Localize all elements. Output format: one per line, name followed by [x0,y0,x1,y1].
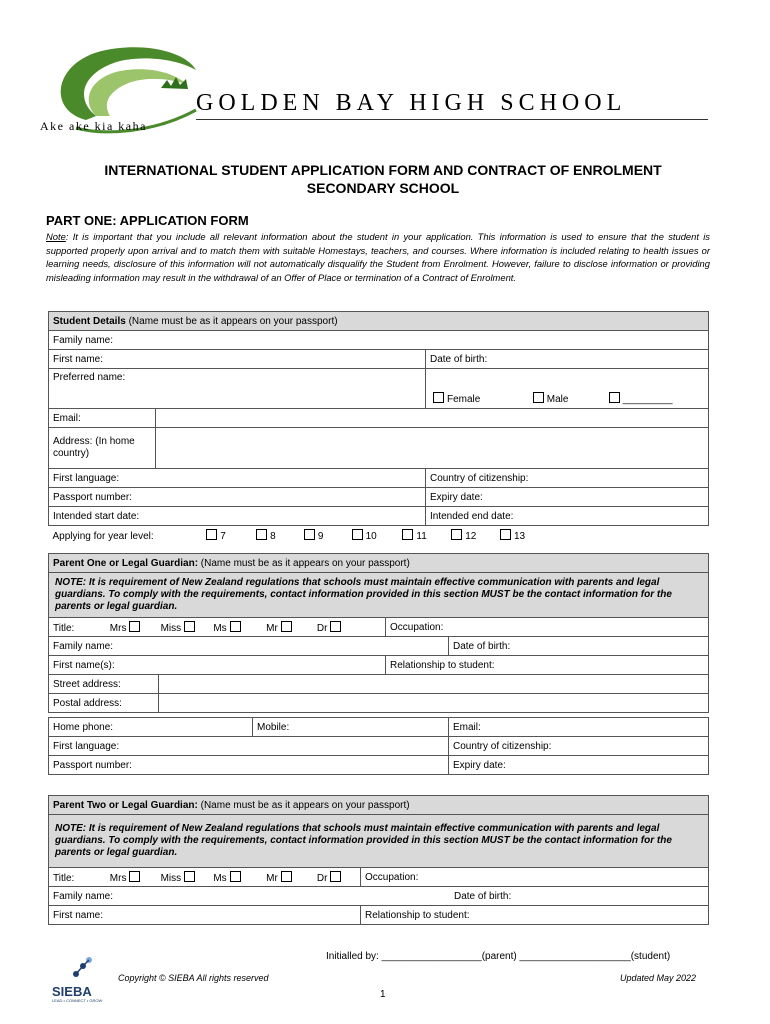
parent-two-mrs-checkbox[interactable] [129,871,140,882]
year-12-checkbox[interactable] [451,529,462,540]
parent-one-mr-checkbox[interactable] [281,621,292,632]
parent-one-title-row: Title: Mrs Miss Ms Mr Dr [49,618,386,637]
male-checkbox[interactable] [533,392,544,403]
student-start-date-field[interactable]: Intended start date: [49,507,426,526]
parent-two-mr-checkbox[interactable] [281,871,292,882]
parent-two-miss-checkbox[interactable] [184,871,195,882]
student-citizenship-field[interactable]: Country of citizenship: [426,469,709,488]
initialled-by-line: Initialled by: __________________(parent) ____________________(student) [326,951,671,962]
sieba-tagline: LEAD • CONNECT • GROW [52,998,103,1003]
student-end-date-field[interactable]: Intended end date: [426,507,709,526]
student-expiry-field[interactable]: Expiry date: [426,488,709,507]
note-label: Note [46,231,66,242]
student-email-field[interactable] [156,409,709,428]
student-dob-field[interactable]: Date of birth: [426,350,709,369]
parent-one-mobile-field[interactable]: Mobile: [253,718,449,737]
student-gender-options: Female Male _________ [426,369,709,409]
student-address-field[interactable] [156,428,709,469]
parent-one-home-phone-field[interactable]: Home phone: [49,718,253,737]
parent-one-ms-checkbox[interactable] [230,621,241,632]
parent-two-header: Parent Two or Legal Guardian: (Name must be as it appears on your passport) [49,796,709,815]
parent-one-citizenship-field[interactable]: Country of citizenship: [449,737,709,756]
year-7-checkbox[interactable] [206,529,217,540]
header-rule [196,119,708,120]
parent-one-family-name-field[interactable]: Family name: [49,637,449,656]
school-name: GOLDEN BAY HIGH SCHOOL [196,90,627,116]
application-note [46,230,710,284]
student-email-label: Email: [49,409,156,428]
sieba-wordmark: SIEBA [52,984,92,999]
parent-one-header: Parent One or Legal Guardian: (Name must be as it appears on your passport) [49,554,709,573]
parent-one-first-names-field[interactable]: First name(s): [49,656,386,675]
parent-two-ms-checkbox[interactable] [230,871,241,882]
parent-one-first-language-field[interactable]: First language: [49,737,449,756]
parent-one-table [48,553,709,775]
parent-one-street-field[interactable] [159,675,709,694]
parent-one-dob-field[interactable]: Date of birth: [449,637,709,656]
parent-two-relationship-field[interactable]: Relationship to student: [361,906,709,925]
form-title-line2: SECONDARY SCHOOL [306,180,460,196]
other-gender-checkbox[interactable] [609,392,620,403]
parent-one-dr-checkbox[interactable] [330,621,341,632]
student-address-label: Address: (In home country) [49,428,156,469]
parent-one-postal-field[interactable] [159,694,709,713]
year-8-checkbox[interactable] [256,529,267,540]
parent-two-first-name-field[interactable]: First name: [49,906,361,925]
school-motto: Ake ake kia kaha [40,119,147,133]
updated-date: Updated May 2022 [620,973,697,983]
parent-two-dr-checkbox[interactable] [330,871,341,882]
sieba-logo [52,956,110,1003]
year-9-checkbox[interactable] [304,529,315,540]
student-preferred-name-field[interactable]: Preferred name: [49,369,426,409]
year-11-checkbox[interactable] [402,529,413,540]
year-10-checkbox[interactable] [352,529,363,540]
parent-one-passport-field[interactable]: Passport number: [49,756,449,775]
form-title [50,161,716,197]
parent-one-note: NOTE: It is requirement of New Zealand regulations that schools must maintain effective communication with parents and legal guardians. To comply with the requirements, contact information provided in this section MUST be the contact information for the parents or legal guardian. [49,573,709,618]
parent-one-email-field[interactable]: Email: [449,718,709,737]
sieba-mark-icon [52,956,110,980]
student-details-header: Student Details (Name must be as it appears on your passport) [49,312,709,331]
copyright: Copyright © SIEBA All rights reserved [118,973,269,983]
student-passport-field[interactable]: Passport number: [49,488,426,507]
parent-one-street-label: Street address: [49,675,159,694]
student-details-table [48,311,709,544]
parent-one-expiry-field[interactable]: Expiry date: [449,756,709,775]
part-one-title: PART ONE: APPLICATION FORM [46,213,249,228]
parent-two-occupation-field[interactable]: Occupation: [361,868,709,887]
student-family-name-field[interactable]: Family name: [49,331,709,350]
student-first-name-field[interactable]: First name: [49,350,426,369]
parent-one-postal-label: Postal address: [49,694,159,713]
note-text: : It is important that you include all relevant information about the student in your application. This information is used to ensure that the student is supported properly upon arrival and to match them with suitable Homestays, teachers, and courses. Where information is included relating to health issues or learning needs, disclosure of this information will not automatically disqualify the Student from Enrolment. However, failure to disclose information or providing misleading information may result in the withdrawal of an Offer of Place or termination of a Contract of Enrolment. [46,231,710,283]
form-title-line1: INTERNATIONAL STUDENT APPLICATION FORM AND CONTRACT OF ENROLMENT [104,162,662,178]
parent-two-table [48,795,709,925]
parent-one-occupation-field[interactable]: Occupation: [386,618,709,637]
year-13-checkbox[interactable] [500,529,511,540]
female-checkbox[interactable] [433,392,444,403]
parent-one-mrs-checkbox[interactable] [129,621,140,632]
parent-two-family-name-field[interactable]: Family name: Date of birth: [49,887,709,906]
parent-two-note: NOTE: It is requirement of New Zealand regulations that schools must maintain effective communication with parents and legal guardians. To comply with the requirements, contact information provided in this section MUST be the contact information for the parents or legal guardian. [49,815,709,868]
parent-two-title-row: Title: Mrs Miss Ms Mr Dr [49,868,361,887]
student-first-language-field[interactable]: First language: [49,469,426,488]
parent-one-relationship-field[interactable]: Relationship to student: [386,656,709,675]
page-number: 1 [380,989,386,1000]
parent-one-miss-checkbox[interactable] [184,621,195,632]
year-level-row: Applying for year level: 7 8 9 10 11 12 13 [52,530,526,542]
